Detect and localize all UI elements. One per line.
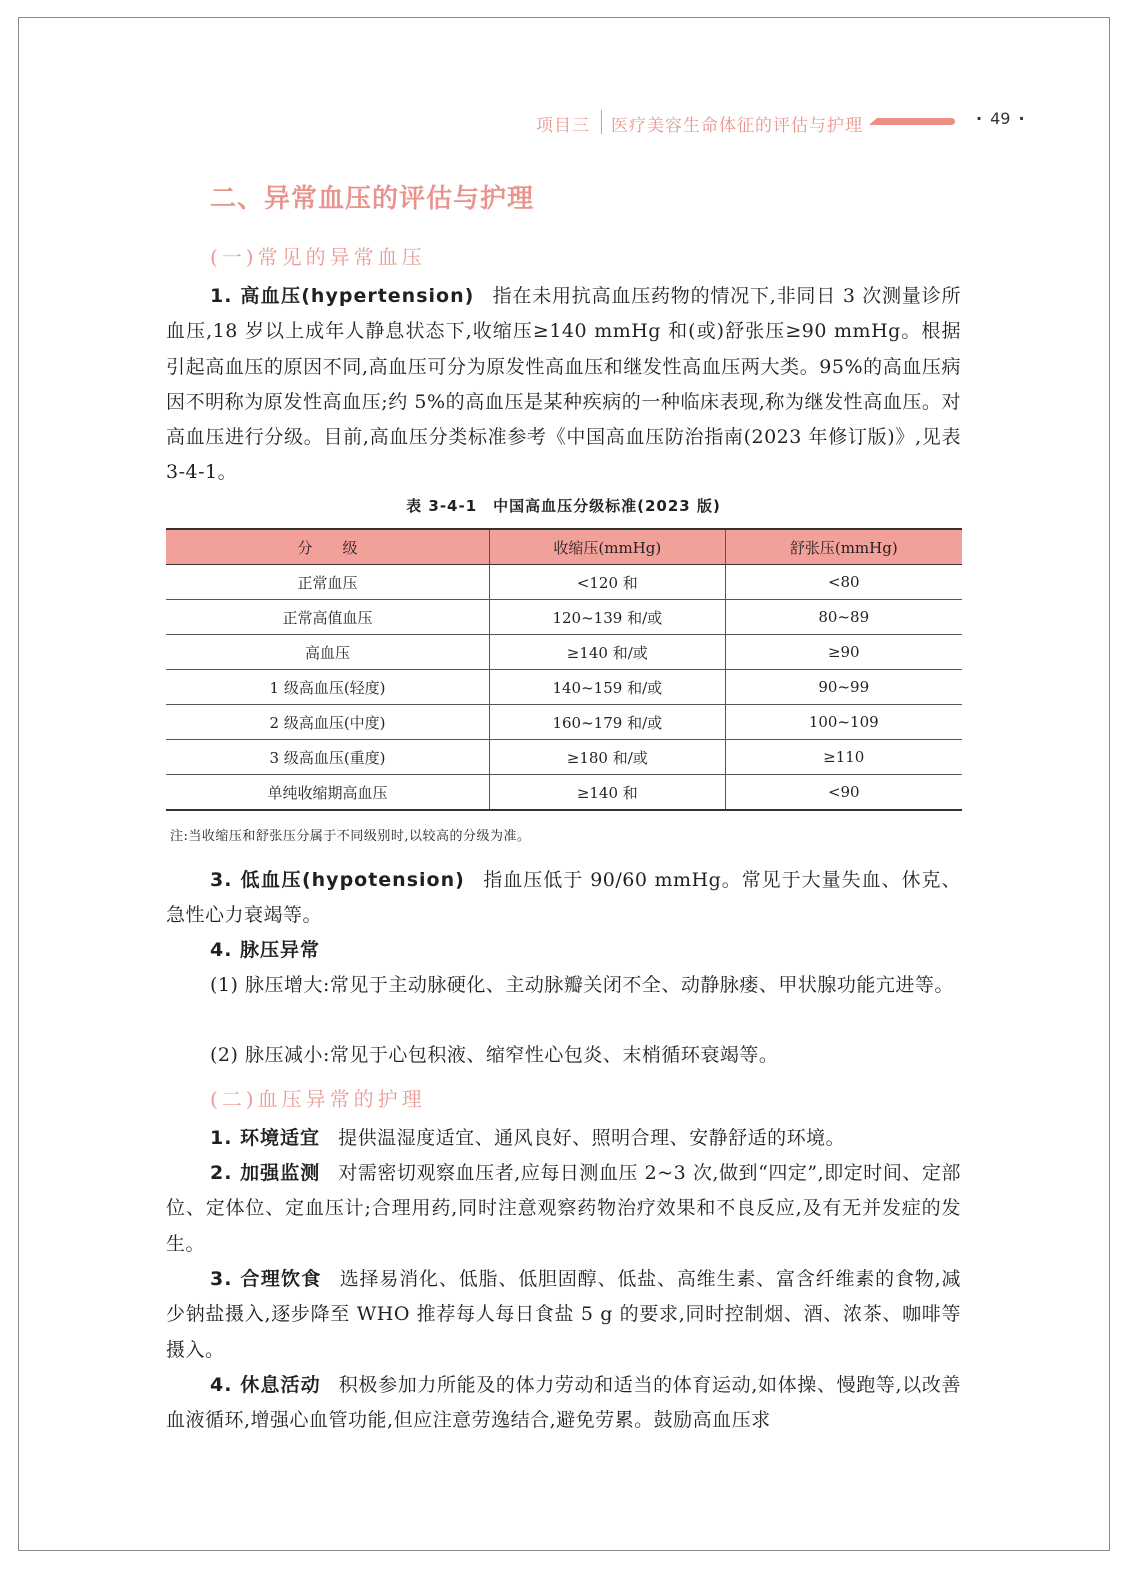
paragraph-care-monitoring [166, 1156, 961, 1262]
cell-systolic: ≥180 和/或 [490, 740, 725, 775]
cell-grade: 单纯收缩期高血压 [166, 775, 490, 811]
page-number-value: 49 [990, 109, 1011, 128]
text-care-diet: 选择易消化、低脂、低胆固醇、低盐、高维生素、富含纤维素的食物,减少钠盐摄入,逐步降至 WHO 推荐每人每日食盐 5 g 的要求,同时控制烟、酒、浓茶、咖啡等摄入。 [166, 1268, 961, 1361]
lead-care-monitoring: 2. 加强监测 [210, 1162, 321, 1184]
header-divider [601, 110, 602, 134]
table-caption: 表 3-4-1 中国高血压分级标准(2023 版) [406, 497, 721, 515]
table-header-row [166, 529, 962, 565]
table-row [166, 705, 962, 740]
paragraph-pulse-pressure-decreased: (2) 脉压减小:常见于心包积液、缩窄性心包炎、末梢循环衰竭等。 [210, 1044, 779, 1066]
cell-diastolic: <80 [827, 573, 860, 591]
cell-grade: 正常血压 [166, 565, 490, 600]
cell-diastolic: 100~109 [808, 713, 879, 731]
bp-classification-table [166, 528, 962, 811]
table-footnote: 注:当收缩压和舒张压分属于不同级别时,以较高的分级为准。 [170, 829, 531, 844]
text-hypotension: 指血压低于 90/60 mmHg。常见于大量失血、休克、急性心力衰竭等。 [166, 869, 961, 927]
lead-hypotension: 3. 低血压(hypotension) [210, 869, 465, 891]
text-care-monitoring: 对需密切观察血压者,应每日测血压 2~3 次,做到“四定”,即定时间、定部位、定体位、定血压计;合理用药,同时注意观察药物治疗效果和不良反应,及有无并发症的发生。 [166, 1162, 961, 1255]
running-header [500, 108, 1060, 136]
paragraph-pulse-pressure-increased: (1) 脉压增大:常见于主动脉硬化、主动脉瓣关闭不全、动静脉瘘、甲状腺功能亢进等。 [210, 974, 954, 996]
lead-care-diet: 3. 合理饮食 [210, 1268, 322, 1290]
subheading-common-abnormal-bp: (一)常见的异常血压 [210, 245, 426, 269]
cell-grade: 正常高值血压 [166, 600, 490, 635]
subheading-bp-nursing-care: (二)血压异常的护理 [210, 1087, 426, 1111]
section-heading: 二、异常血压的评估与护理 [210, 184, 535, 214]
column-header-systolic: 收缩压(mmHg) [490, 529, 725, 565]
paragraph-hypotension [166, 863, 961, 934]
cell-diastolic: 90~99 [818, 678, 870, 696]
lead-care-rest-activity: 4. 休息活动 [210, 1374, 321, 1396]
column-header-grade: 分 级 [166, 529, 490, 565]
cell-systolic: ≥140 和/或 [490, 635, 725, 670]
cell-grade: 2 级高血压(中度) [166, 705, 490, 740]
text-care-environment: 提供温湿度适宜、通风良好、照明合理、安静舒适的环境。 [338, 1127, 846, 1149]
table-row [166, 635, 962, 670]
table-row [166, 775, 962, 811]
lead-hypertension: 1. 高血压(hypertension) [210, 285, 475, 307]
table-row [166, 600, 962, 635]
paragraph-pulse-pressure [166, 933, 961, 968]
cell-diastolic: 80~89 [818, 608, 870, 626]
cell-systolic: ≥140 和 [490, 775, 725, 811]
table-row [166, 565, 962, 600]
column-header-diastolic: 舒张压(mmHg) [789, 538, 898, 557]
header-decorative-bar [877, 118, 955, 125]
paragraph-care-environment [166, 1121, 961, 1156]
cell-systolic: <120 和 [490, 565, 725, 600]
cell-systolic: 120~139 和/或 [490, 600, 725, 635]
table-row [166, 740, 962, 775]
cell-systolic: 140~159 和/或 [490, 670, 725, 705]
text-hypertension: 指在未用抗高血压药物的情况下,非同日 3 次测量诊所血压,18 岁以上成年人静息状态下,收缩压≥140 mmHg 和(或)舒张压≥90 mmHg。根据引起高血压的原因不同,高血压可分为原发性高血压和继发性高血压两大类。95%的高血压病因不明称为原发性高血压;约 5%的高血压是某种疾病的一种临床表现,称为继发性高血压。对高血压进行分级。目前,高血压分类标准参考《中国高血压防治指南(2023 年修订版)》,见表 3-4-1。 [166, 285, 961, 484]
lead-care-environment: 1. 环境适宜 [210, 1127, 321, 1149]
paragraph-care-diet [166, 1262, 961, 1368]
cell-diastolic: ≥90 [827, 643, 860, 661]
table-row [166, 670, 962, 705]
cell-diastolic: <90 [827, 783, 860, 801]
page-number: · 49 · [976, 109, 1025, 128]
cell-grade: 3 级高血压(重度) [166, 740, 490, 775]
lead-pulse-pressure: 4. 脉压异常 [210, 939, 321, 961]
cell-grade: 高血压 [166, 635, 490, 670]
paragraph-hypertension [166, 279, 961, 491]
cell-diastolic: ≥110 [823, 748, 865, 766]
header-section: 项目三 [536, 116, 590, 136]
cell-systolic: 160~179 和/或 [490, 705, 725, 740]
text-care-rest-activity: 积极参加力所能及的体力劳动和适当的体育运动,如体操、慢跑等,以改善血液循环,增强心血管功能,但应注意劳逸结合,避免劳累。鼓励高血压求 [166, 1374, 961, 1432]
header-chapter-title: 医疗美容生命体征的评估与护理 [611, 116, 863, 136]
cell-grade: 1 级高血压(轻度) [166, 670, 490, 705]
paragraph-care-rest-activity [166, 1368, 961, 1439]
